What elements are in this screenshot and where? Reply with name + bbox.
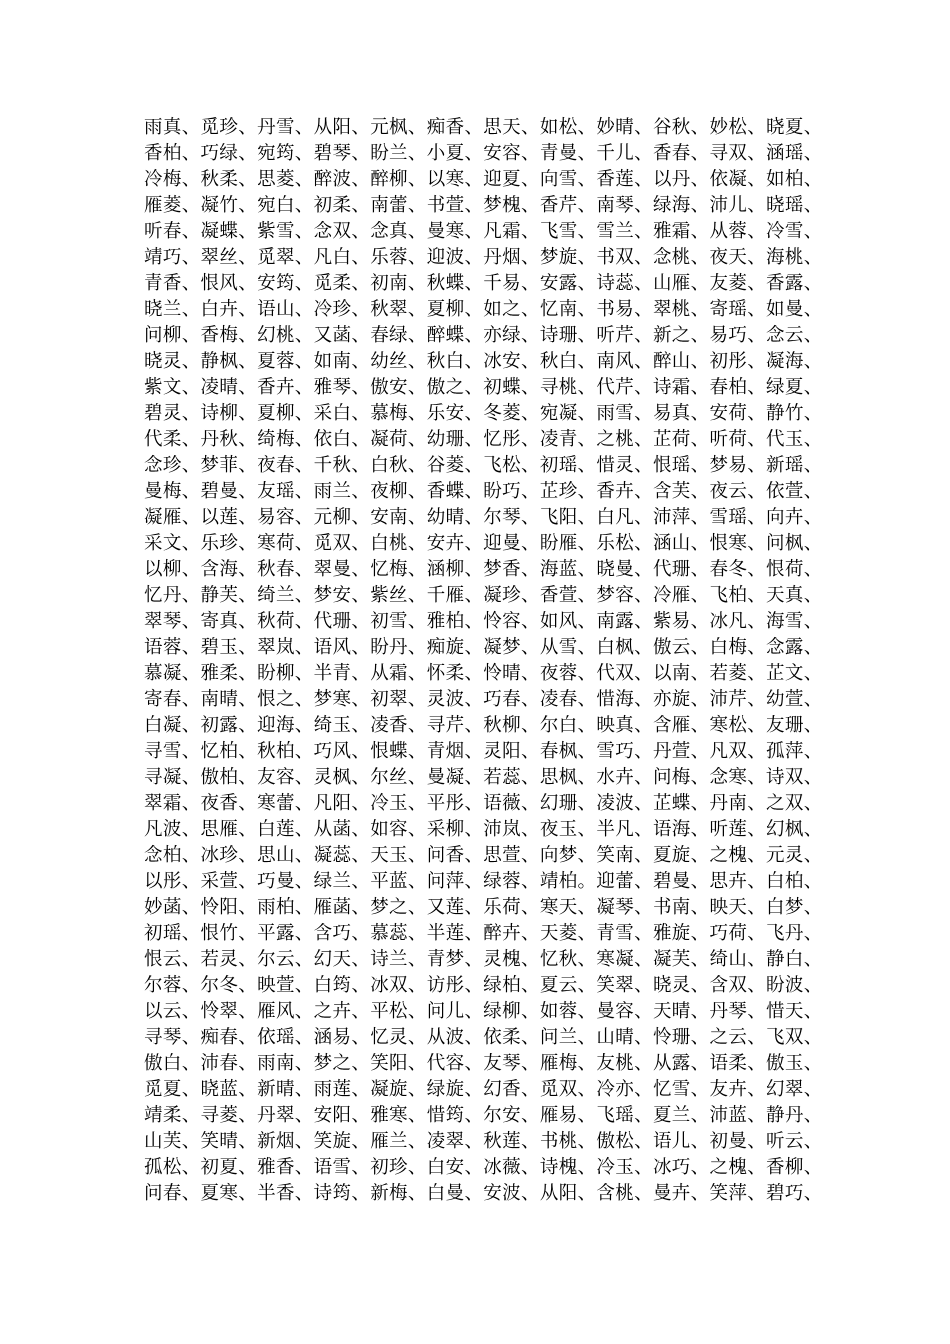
text-line: 慕凝、雅柔、盼柳、半青、从霜、怀柔、怜晴、夜蓉、代双、以南、若菱、芷文、 <box>144 663 823 684</box>
text-line: 晓兰、白卉、语山、冷珍、秋翠、夏柳、如之、忆南、书易、翠桃、寄瑶、如曼、 <box>144 299 823 320</box>
text-line: 靖柔、寻菱、丹翠、安阳、雅寒、惜筠、尔安、雁易、飞瑶、夏兰、沛蓝、静丹、 <box>144 1105 823 1126</box>
text-line: 语蓉、碧玉、翠岚、语风、盼丹、痴旋、凝梦、从雪、白枫、傲云、白梅、念露、 <box>144 637 823 658</box>
text-line: 雁菱、凝竹、宛白、初柔、南蕾、书萱、梦槐、香芹、南琴、绿海、沛儿、晓瑶、 <box>144 195 823 216</box>
text-line: 冷梅、秋柔、思菱、醉波、醉柳、以寒、迎夏、向雪、香莲、以丹、依凝、如柏、 <box>144 169 823 190</box>
text-line: 初瑶、恨竹、平露、含巧、慕蕊、半莲、醉卉、天菱、青雪、雅旋、巧荷、飞丹、 <box>144 923 823 944</box>
text-line: 寄春、南晴、恨之、梦寒、初翠、灵波、巧春、凌春、惜海、亦旋、沛芹、幼萱、 <box>144 689 823 710</box>
text-line: 妙菡、怜阳、雨柏、雁菡、梦之、又莲、乐荷、寒天、凝琴、书南、映天、白梦、 <box>144 897 823 918</box>
text-line: 代柔、丹秋、绮梅、依白、凝荷、幼珊、忆彤、凌青、之桃、芷荷、听荷、代玉、 <box>144 429 823 450</box>
text-line: 寻琴、痴春、依瑶、涵易、忆灵、从波、依柔、问兰、山晴、怜珊、之云、飞双、 <box>144 1027 823 1048</box>
text-line: 凝雁、以莲、易容、元柳、安南、幼晴、尔琴、飞阳、白凡、沛萍、雪瑶、向卉、 <box>144 507 823 528</box>
text-line: 尔蓉、尔冬、映萱、白筠、冰双、访彤、绿柏、夏云、笑翠、晓灵、含双、盼波、 <box>144 975 823 996</box>
text-line: 以彤、采萱、巧曼、绿兰、平蓝、问萍、绿蓉、靖柏。迎蕾、碧曼、思卉、白柏、 <box>144 871 823 892</box>
text-line: 山芙、笑晴、新烟、笑旋、雁兰、凌翠、秋莲、书桃、傲松、语儿、初曼、听云、 <box>144 1131 823 1152</box>
text-line: 白凝、初露、迎海、绮玉、凌香、寻芹、秋柳、尔白、映真、含雁、寒松、友珊、 <box>144 715 823 736</box>
text-line: 孤松、初夏、雅香、语雪、初珍、白安、冰薇、诗槐、冷玉、冰巧、之槐、香柳、 <box>144 1157 823 1178</box>
text-line: 听春、凝蝶、紫雪、念双、念真、曼寒、凡霜、飞雪、雪兰、雅霜、从蓉、冷雪、 <box>144 221 823 242</box>
text-line: 寻雪、忆柏、秋柏、巧风、恨蝶、青烟、灵阳、春枫、雪巧、丹萱、凡双、孤萍、 <box>144 741 823 762</box>
text-line: 翠琴、寄真、秋荷、代珊、初雪、雅柏、怜容、如风、南露、紫易、冰凡、海雪、 <box>144 611 823 632</box>
text-line: 紫文、凌晴、香卉、雅琴、傲安、傲之、初蝶、寻桃、代芹、诗霜、春柏、绿夏、 <box>144 377 823 398</box>
text-line: 觅夏、晓蓝、新晴、雨莲、凝旋、绿旋、幻香、觅双、冷亦、忆雪、友卉、幻翠、 <box>144 1079 823 1100</box>
text-line: 碧灵、诗柳、夏柳、采白、慕梅、乐安、冬菱、宛凝、雨雪、易真、安荷、静竹、 <box>144 403 823 424</box>
text-line: 晓灵、静枫、夏蓉、如南、幼丝、秋白、冰安、秋白、南风、醉山、初彤、凝海、 <box>144 351 823 372</box>
text-line: 翠霜、夜香、寒蕾、凡阳、冷玉、平彤、语薇、幻珊、凌波、芷蝶、丹南、之双、 <box>144 793 823 814</box>
text-line: 香柏、巧绿、宛筠、碧琴、盼兰、小夏、安容、青曼、千儿、香春、寻双、涵瑶、 <box>144 143 823 164</box>
text-line: 傲白、沛春、雨南、梦之、笑阳、代容、友琴、雁梅、友桃、从露、语柔、傲玉、 <box>144 1053 823 1074</box>
name-list-text <box>144 115 824 1207</box>
text-line: 恨云、若灵、尔云、幻天、诗兰、青梦、灵槐、忆秋、寒凝、凝芙、绮山、静白、 <box>144 949 823 970</box>
text-line: 青香、恨风、安筠、觅柔、初南、秋蝶、千易、安露、诗蕊、山雁、友菱、香露、 <box>144 273 823 294</box>
text-line: 曼梅、碧曼、友瑶、雨兰、夜柳、香蝶、盼巧、芷珍、香卉、含芙、夜云、依萱、 <box>144 481 823 502</box>
text-line: 问柳、香梅、幻桃、又菡、春绿、醉蝶、亦绿、诗珊、听芹、新之、易巧、念云、 <box>144 325 823 346</box>
text-line: 问春、夏寒、半香、诗筠、新梅、白曼、安波、从阳、含桃、曼卉、笑萍、碧巧、 <box>144 1183 823 1204</box>
text-line: 雨真、觅珍、丹雪、从阳、元枫、痴香、思天、如松、妙晴、谷秋、妙松、晓夏、 <box>144 117 823 138</box>
text-line: 寻凝、傲柏、友容、灵枫、尔丝、曼凝、若蕊、思枫、水卉、问梅、念寒、诗双、 <box>144 767 823 788</box>
text-line: 忆丹、静芙、绮兰、梦安、紫丝、千雁、凝珍、香萱、梦容、冷雁、飞柏、天真、 <box>144 585 823 606</box>
text-line: 念柏、冰珍、思山、凝蕊、天玉、问香、思萱、向梦、笑南、夏旋、之槐、元灵、 <box>144 845 823 866</box>
text-line: 靖巧、翠丝、觅翠、凡白、乐蓉、迎波、丹烟、梦旋、书双、念桃、夜天、海桃、 <box>144 247 823 268</box>
text-line: 以柳、含海、秋春、翠曼、忆梅、涵柳、梦香、海蓝、晓曼、代珊、春冬、恨荷、 <box>144 559 823 580</box>
text-line: 采文、乐珍、寒荷、觅双、白桃、安卉、迎曼、盼雁、乐松、涵山、恨寒、问枫、 <box>144 533 823 554</box>
text-line: 凡波、思雁、白莲、从菡、如容、采柳、沛岚、夜玉、半凡、语海、听莲、幻枫、 <box>144 819 823 840</box>
text-line: 以云、怜翠、雁风、之卉、平松、问儿、绿柳、如蓉、曼容、天晴、丹琴、惜天、 <box>144 1001 823 1022</box>
text-line: 念珍、梦菲、夜春、千秋、白秋、谷菱、飞松、初瑶、惜灵、恨瑶、梦易、新瑶、 <box>144 455 823 476</box>
